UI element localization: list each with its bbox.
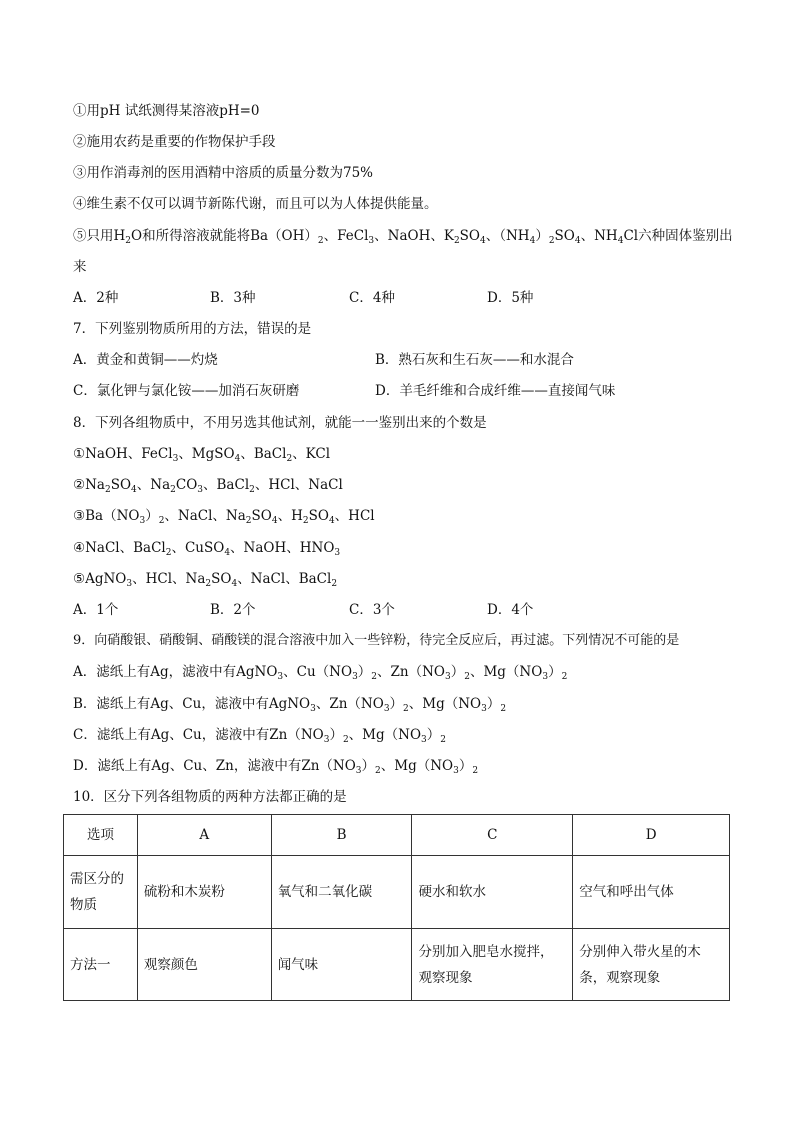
statement-2: ②施用农药是重要的作物保护手段 [73, 134, 276, 150]
q6-option-b: B．3种 [210, 290, 256, 306]
table-row [64, 929, 730, 1001]
header-cell: 选项 [64, 815, 138, 856]
q7-option-a: A．黄金和黄铜——灼烧 [73, 352, 218, 368]
q9-option-a: A．滤纸上有Ag，滤液中有AgNO$_3$、$Cu(NO_3)_2$、$Zn(NO_3)_2$、$Mg(NO_3)_2$ [73, 664, 568, 682]
header-cell: B [271, 815, 412, 856]
q8-group-4: ④NaCl、BaCl$_2$、CuSO$_4$、NaOH、$HNO_3$ [73, 540, 341, 558]
q7-stem: 7．下列鉴别物质所用的方法，错误的是 [73, 321, 312, 337]
q8-option-b: B．2个 [210, 602, 256, 618]
table-cell: 氧气和二氧化碳 [271, 856, 412, 929]
table-cell: 观察颜色 [137, 929, 271, 1001]
q6-option-c: C．4种 [349, 290, 395, 306]
statement-5: ⑤只用$H_2O$和所得溶液就能将$Ba(OH)_2$、FeCl$_3$、NaOH、$K_2SO_4$、$(NH_4)_2SO_4$、$NH_4Cl$六种固体鉴别出 [73, 228, 733, 246]
q9-option-b: B．滤纸上有Ag、Cu，滤液中有AgNO$_3$、$Zn(NO_3)_2$、$Mg(NO_3)_2$ [73, 696, 507, 714]
statement-3: ③用作消毒剂的医用酒精中溶质的质量分数为75% [73, 165, 374, 181]
table-cell: 需区分的物质 [64, 856, 138, 929]
q8-group-3: $③Ba(NO_3)_2$、NaCl、$Na_2SO_4$、$H_2SO_4$、HCl [73, 508, 375, 526]
q8-group-5: ⑤AgNO$_3$、HCl、$Na_2SO_4$、NaCl、BaCl$_2$ [73, 571, 338, 589]
table-cell: 方法一 [64, 929, 138, 1001]
statement-1: ①用pH 试纸测得某溶液pH=0 [73, 103, 260, 119]
q7-option-c: C．氯化钾与氯化铵——加消石灰研磨 [73, 383, 300, 399]
header-cell: A [137, 815, 271, 856]
header-cell: D [573, 815, 730, 856]
q6-option-a: A．2种 [73, 290, 119, 306]
statement-4: ④维生素不仅可以调节新陈代谢，而且可以为人体提供能量。 [73, 196, 438, 212]
q8-option-a: A．1个 [73, 602, 119, 618]
q8-option-c: C．3个 [349, 602, 395, 618]
q10-table [63, 814, 730, 1001]
q8-option-d: D．4个 [487, 602, 534, 618]
table-cell: 闻气味 [271, 929, 412, 1001]
table-header-row [64, 815, 730, 856]
q9-option-c: C．滤纸上有Ag、Cu，滤液中有$Zn(NO_3)_2$、$Mg(NO_3)_2$ [73, 727, 446, 745]
q8-group-2: $②Na_2SO_4$、$Na_2CO_3$、BaCl$_2$、HCl、NaCl [73, 477, 343, 495]
q9-stem: 9．向硝酸银、硝酸铜、硝酸镁的混合溶液中加入一些锌粉，待完全反应后，再过滤。下列情况不可能的是 [73, 633, 680, 648]
table-cell: 分别伸入带火星的木条，观察现象 [573, 929, 730, 1001]
q10-stem: 10．区分下列各组物质的两种方法都正确的是 [73, 789, 347, 805]
q8-stem: 8．下列各组物质中，不用另选其他试剂，就能一一鉴别出来的个数是 [73, 415, 487, 431]
q9-option-d: D．滤纸上有Ag、Cu、Zn，滤液中有$Zn(NO_3)_2$、$Mg(NO_3)_2$ [73, 758, 479, 776]
table-cell: 分别加入肥皂水搅拌，观察现象 [412, 929, 573, 1001]
q7-option-d: D．羊毛纤维和合成纤维——直接闻气味 [375, 383, 616, 399]
q6-option-d: D．5种 [487, 290, 534, 306]
table-cell: 硫粉和木炭粉 [137, 856, 271, 929]
q8-group-1: ①NaOH、FeCl$_3$、MgSO$_4$、BaCl$_2$、KCl [73, 446, 331, 464]
header-cell: C [412, 815, 573, 856]
table-row [64, 856, 730, 929]
table-cell: 空气和呼出气体 [573, 856, 730, 929]
q7-option-b: B．熟石灰和生石灰——和水混合 [375, 352, 574, 368]
statement-5-cont: 来 [73, 259, 87, 275]
table-cell: 硬水和软水 [412, 856, 573, 929]
